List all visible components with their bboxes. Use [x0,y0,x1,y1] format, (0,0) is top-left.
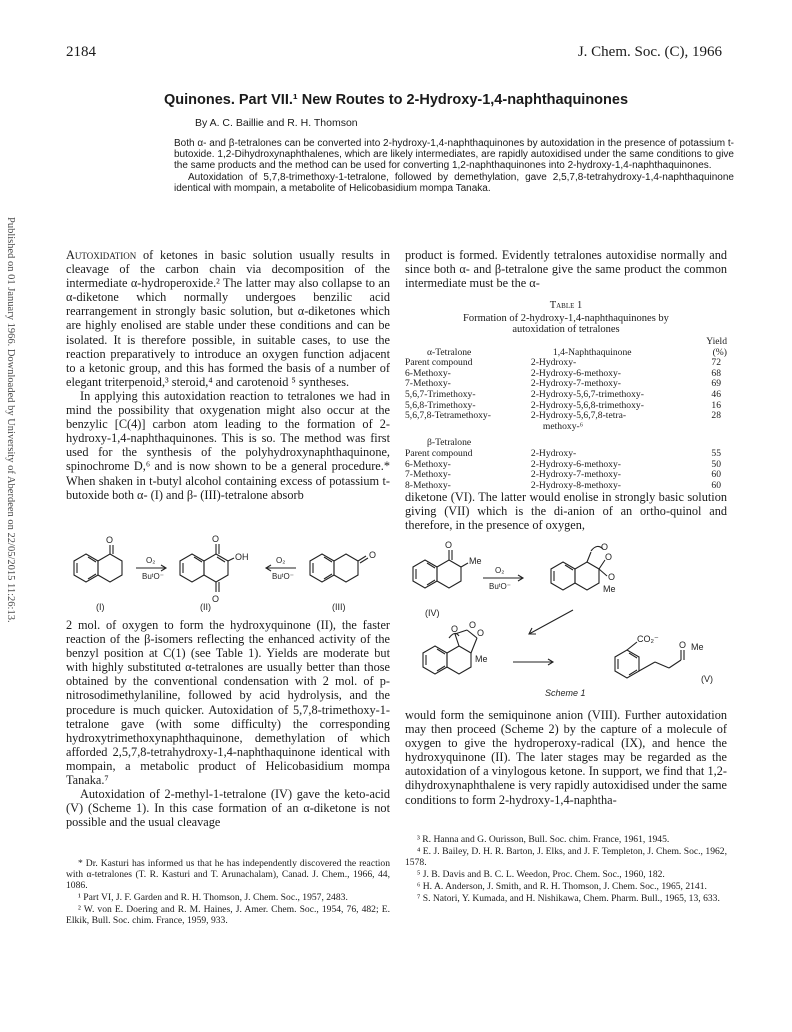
paragraph: In applying this autoxidation reaction to tetralones we had in mind the possibility that oxygenation might also occur at the benzylic [C(4)] carbon atom leading to the formation of 2-hydroxy-1,4-naphthaquinones. This is so. The method was first used for the synthesis of the polyhydroxynaphthaquinone, spinochrome D,⁶ and is now shown to be a general procedure.* When shaken in t-butyl alcohol containing excess of potassium t-butoxide both α- (I) and β- (III)-tetralone absorb [66,388,390,502]
compound-label-iii: (III) [332,602,346,612]
right-column-mid [405,490,727,532]
abstract [174,138,734,194]
left-column-bottom [66,618,390,829]
footnote: * Dr. Kasturi has informed us that he has independently discovered the reaction with α-tetralones (T. R. Kasturi and T. Arunachalam), Canad. J. Chem., 1966, 44, 1086. [66,858,390,891]
compound-label-v: (V) [701,674,713,684]
table-row: 7-Methoxy- 2-Hydroxy-7-methoxy- 60 [405,469,721,481]
paragraph: 2 mol. of oxygen to form the hydroxyquinone (II), the faster reaction of the β-isomers reflecting the enhanced activity of the benzyl position at C(1) (see Table 1). Yields are moderate but with highly substituted α-tetralones are usually better than those obtained by the conventional condensation with 2 mol. of p-nitrosodimethylaniline, followed by acid hydrolysis, and the procedure is much quicker. Autoxidation of 5,7,8-trimethoxy-1-tetralone gave (with some difficulty) the corresponding hydroxytrimethoxynaphthaquinone, demethylation of which afforded 2,5,7,8-tetrahydroxy-1,4-naphthaquinone identical with mompain, a metabolic product of Helicobasidium mompa Tanaka.⁷ [66,618,390,788]
oxygen-label: O [106,535,114,545]
scheme-1 [405,538,729,702]
reagent-butoxide: BuᵗO⁻ [489,582,511,591]
yield-header: Yield [706,336,727,347]
footnote: ⁴ E. J. Bailey, D. H. R. Barton, J. Elks, and J. F. Templeton, J. Chem. Soc., 1962, 1578. [405,846,727,868]
table-label: Table 1 [549,300,583,311]
paragraph: Autoxidation of 2-methyl-1-tetralone (IV) gave the keto-acid (V) (Scheme 1). In this case formation of an α-diketone is not possible and the usual cleavage [66,787,390,830]
table-row: 6-Methoxy- 2-Hydroxy-6-methoxy- 68 [405,367,721,379]
tetralone-scheme [66,532,392,614]
table-body [405,337,727,491]
table-row: 5,6,7,8-Tetramethoxy- 2-Hydroxy-5,6,7,8-tetra- 28 [405,410,721,422]
reagent-oxygen: O₂ [495,566,505,575]
column-header: β-Tetralone [427,437,472,449]
oxygen-label: O [451,624,459,634]
article-title: Quinones. Part VII.¹ New Routes to 2-Hydroxy-1,4-naphthaquinones [163,92,629,108]
right-footnotes [405,834,727,905]
paragraph [66,248,390,389]
table-row: 7-Methoxy- 2-Hydroxy-7-methoxy- 69 [405,378,721,390]
column-header: α-Tetralone [427,346,472,358]
oxygen-label: O [369,550,377,560]
abstract-paragraph: Both α- and β-tetralones can be converted into 2-hydroxy-1,4-naphthaquinones by autoxidation in the presence of potassium t-butoxide. 1,2-Dihydroxynaphthalenes, which are likely intermediates, are rapidly autoxidised under the same conditions to give the same products and the method can be used for converting 1,2-naphthaquinones into 2-hydroxy-1,4-naphthaquinones. [174,138,734,172]
benzene-ring [74,554,98,582]
oxygen-label: O [212,594,220,604]
reagent-oxygen: O₂ [276,556,286,565]
footnote: ⁷ S. Natori, Y. Kumada, and H. Nishikawa, Chem. Pharm. Bull., 1965, 13, 633. [417,893,720,904]
table-1 [405,300,727,491]
reagent-butoxide: BuᵗO⁻ [272,572,294,581]
hydroxy-label: OH [235,552,249,562]
methyl-label: Me [603,584,616,594]
footnote: ³ R. Hanna and G. Ourisson, Bull. Soc. chim. France, 1961, 1945. [417,834,670,845]
methyl-label: Me [469,556,482,566]
footnote: ² W. von E. Doering and R. M. Haines, J. Amer. Chem. Soc., 1954, 76, 482; E. Elkik, Bull. Soc. chim. France, 1959, 933. [66,904,390,926]
left-footnotes [66,858,390,927]
table-row: 5,6,7-Trimethoxy- 2-Hydroxy-5,6,7-trimethoxy- 46 [405,388,721,400]
oxygen-label: O [608,572,616,582]
methyl-label: Me [475,654,488,664]
table-caption: autoxidation of tetralones [512,324,620,335]
right-column-bottom [405,708,727,807]
paragraph: diketone (VI). The latter would enolise in strongly basic solution giving (VII) which is the di-anion of an ortho-quinol and therefore, in the presence of oxygen, [405,490,727,533]
compound-label-iv: (IV) [425,608,440,618]
abstract-paragraph: Autoxidation of 5,7,8-trimethoxy-1-tetralone, followed by demethylation, gave 2,5,7,8-tetrahydroxy-1,4-naphthaquinone identical with mompain, a metabolite of Helicobasidium mompa Tanaka. [174,171,734,194]
footnote: ⁵ J. B. Davis and B. C. L. Weedon, Proc. Chem. Soc., 1960, 182. [417,869,665,880]
page-number: 2184 [66,44,96,60]
reagent-butoxide: BuᵗO⁻ [142,572,164,581]
table-row: 6-Methoxy- 2-Hydroxy-6-methoxy- 50 [405,458,721,470]
download-watermark [4,217,18,632]
table-row: Parent compound 2-Hydroxy- 72 [405,357,721,369]
paragraph: product is formed. Evidently tetralones autoxidise normally and since both α- and β-tetralone give the same product the common intermediate must be the α- [405,248,727,291]
footnote: ¹ Part VI, J. F. Garden and R. H. Thomson, J. Chem. Soc., 1957, 2483. [78,892,348,903]
oxygen-label: O [469,620,477,630]
footnote: ⁶ H. A. Anderson, J. Smith, and R. H. Thomson, J. Chem. Soc., 1965, 2141. [417,881,707,892]
journal-reference: J. Chem. Soc. (C), 1966 [577,44,722,60]
methyl-label: Me [691,642,704,652]
paragraph: would form the semiquinone anion (VIII). Further autoxidation may then proceed (Scheme 2) by the capture of a molecule of oxygen to give the hydroperoxy-radical (IX), and hence the hydroxyquinone (II). The later stages may be regarded as the autoxidation of a vinylogous ketone. In support, we find that 1,2-dihydroxynaphthalene is very rapidly autoxidised under the same conditions to form 2-hydroxy-1,4-naphtha- [405,708,727,807]
reagent-oxygen: O₂ [146,556,156,565]
yield-header: (%) [712,346,727,358]
right-column-top [405,248,727,290]
oxygen-label: O [445,540,453,550]
scheme-caption: Scheme 1 [545,688,586,698]
download-watermark-text: Published on 01 January 1966. Downloaded by University of Aberdeen on 22/05/2015 11:26:13. [5,217,16,623]
oxygen-label: O [601,542,609,552]
oxygen-label: O [477,628,485,638]
table-row: 8-Methoxy- 2-Hydroxy-8-methoxy- 60 [405,479,721,491]
paragraph-text: of ketones in basic solution usually results in cleavage of the carbon chain via decomposition of the intermediate α-hydroperoxide.² The latter may also collapse to an α-diketone which normally undergoes benzilic acid rearrangement in strongly basic solution, but α-diketones which are highly enolised are stable under these conditions and can be isolated. It is therefore possible, in suitable cases, to use the reaction preparatively to introduce an oxygen function adjacent to a ketonic group, and this has formed the basis of a number of elegant triterpenoid,³ steroid,⁴ and carotenoid ⁵ syntheses. [66,248,390,389]
table-row: 5,6,8-Trimethoxy- 2-Hydroxy-5,6,8-trimethoxy- 16 [405,399,721,411]
oxygen-label: O [212,534,220,544]
authors: By A. C. Baillie and R. H. Thomson [195,117,358,129]
compound-label-ii: (II) [200,602,211,612]
oxygen-label: O [679,640,687,650]
carboxylate-label: CO₂⁻ [637,634,659,644]
table-row: methoxy-⁶ [542,420,584,432]
oxygen-label: O [605,552,613,562]
column-header: 1,4-Naphthaquinone [552,346,632,358]
compound-label-i: (I) [96,602,105,612]
table-row: Parent compound 2-Hydroxy- 55 [405,447,721,459]
left-column-top [66,248,390,502]
table-caption: Formation of 2-hydroxy-1,4-naphthaquinones by [463,313,669,324]
lead-word: Autoxidation [66,248,137,262]
